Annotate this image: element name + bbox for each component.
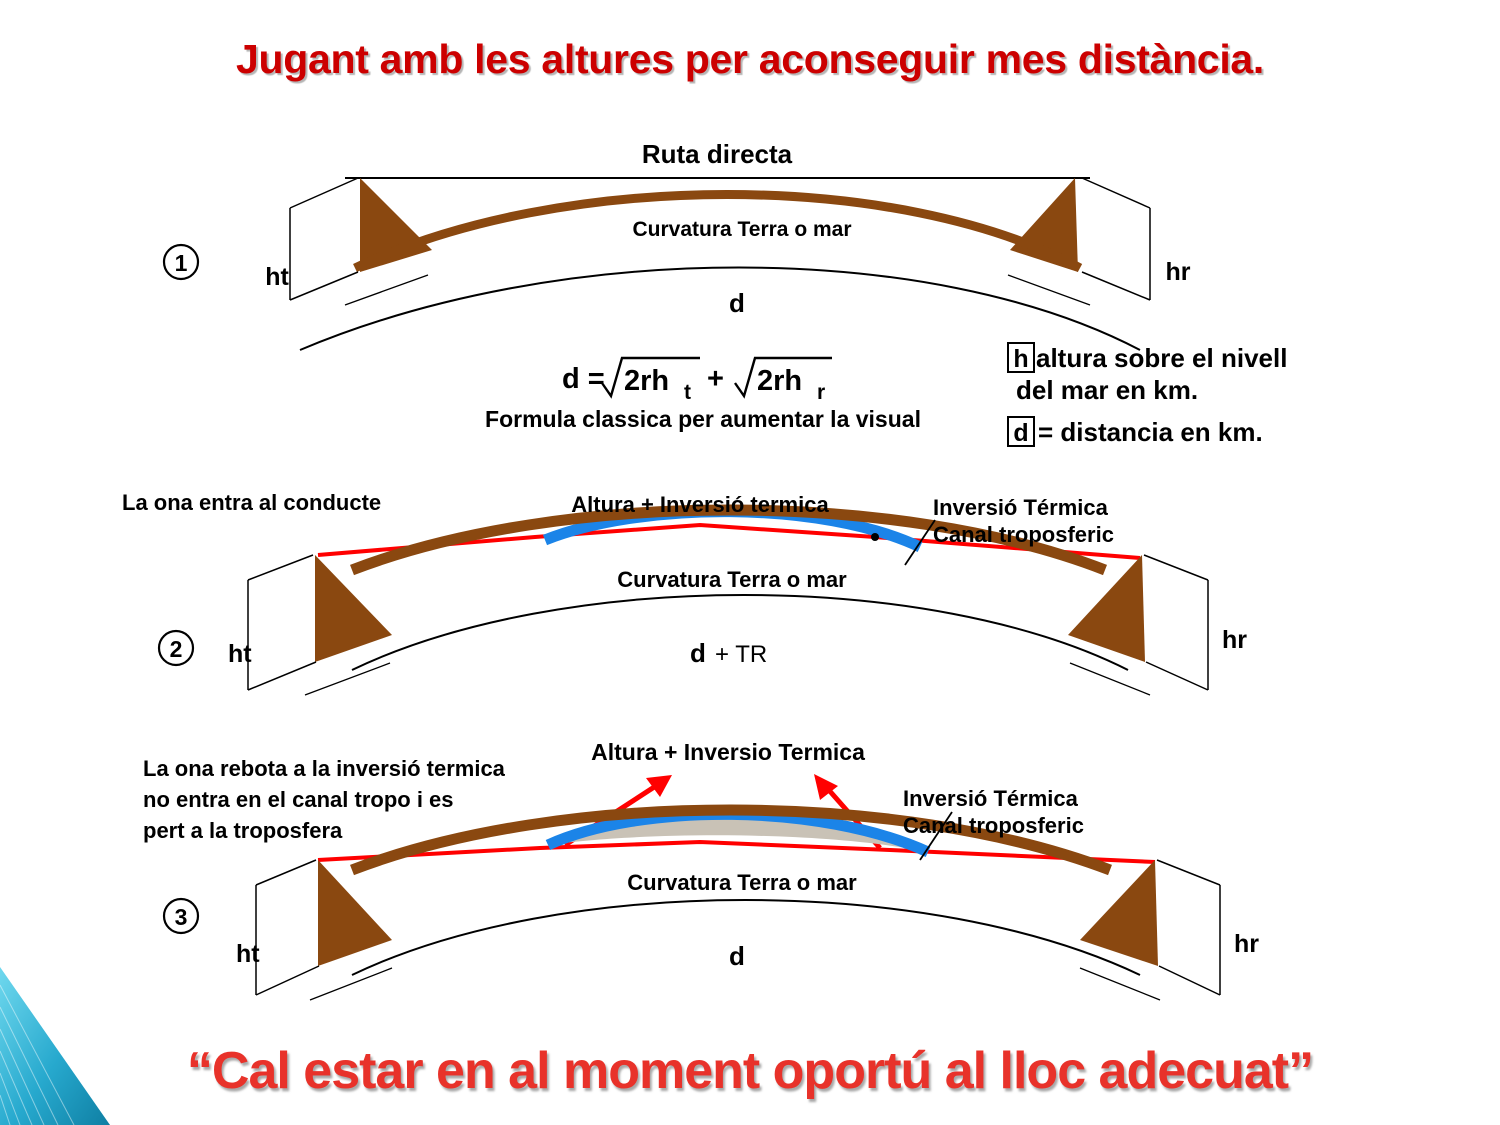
- panel-2: [122, 490, 1247, 695]
- panel1-top-label: Ruta directa: [641, 139, 793, 169]
- panel3-hr-label: hr: [1234, 930, 1259, 958]
- earth-lower-curve-1: [300, 268, 1140, 351]
- panel2-top-label: Altura + Inversió termica: [571, 492, 829, 517]
- formula-caption: Formula classica per aumentar la visual: [485, 406, 921, 432]
- d-tick-left-1: [345, 275, 428, 305]
- formula-lhs: d =: [562, 363, 605, 395]
- panel3-note-line3: pert a la troposfera: [143, 818, 343, 843]
- legend-d-text: = distancia en km.: [1038, 417, 1263, 447]
- panel1-distance-label: d: [729, 288, 745, 318]
- panel2-distance-extra: + TR: [715, 641, 768, 668]
- legend-h-symbol: h: [1013, 345, 1029, 373]
- rx-antenna-3: [1080, 860, 1158, 966]
- formula-term2-sub: r: [817, 381, 826, 404]
- rx-antenna-2: [1068, 555, 1145, 662]
- legend-h-text: altura sobre el nivell: [1036, 343, 1288, 373]
- panel3-top-label: Altura + Inversio Termica: [591, 739, 865, 765]
- ht-leader2-3: [256, 966, 319, 995]
- panel2-callout-line2: Canal troposferic: [933, 522, 1114, 547]
- footer-quote: “Cal estar en al moment oportú al lloc adecuat”: [186, 1042, 1314, 1100]
- panel3-callout-line2: Canal troposferic: [903, 813, 1084, 838]
- hr-leader2-1: [1082, 272, 1150, 300]
- ht-leader2-1: [290, 272, 358, 300]
- panel1-curve-label: Curvatura Terra o mar: [632, 218, 852, 241]
- legend-h-text2: del mar en km.: [1016, 375, 1199, 405]
- hr-leader-3: [1157, 860, 1220, 885]
- panel1-ht-label: ht: [265, 263, 289, 291]
- panel3-ht-label: ht: [236, 940, 260, 968]
- ht-leader2-2: [248, 662, 316, 690]
- panel2-hr-label: hr: [1222, 626, 1247, 654]
- d-tick-left-3: [310, 968, 392, 1000]
- legend-block: [1008, 343, 1287, 447]
- panel3-distance-label: d: [729, 941, 745, 971]
- formula-term2: 2rh: [757, 365, 803, 397]
- formula-term1-sub: t: [684, 381, 691, 404]
- panel-3: [143, 739, 1259, 1000]
- panel3-note-line2: no entra en el canal tropo i es: [143, 787, 454, 812]
- ht-leader-3: [256, 860, 316, 885]
- tx-antenna-3: [318, 860, 392, 966]
- d-tick-right-3: [1080, 968, 1160, 1000]
- legend-d-symbol: d: [1013, 419, 1029, 447]
- panel2-ht-label: ht: [228, 640, 252, 668]
- d-tick-right-1: [1008, 275, 1090, 305]
- ht-leader-2: [248, 555, 313, 580]
- hr-leader-1: [1082, 178, 1150, 208]
- hr-leader2-2: [1146, 662, 1208, 690]
- d-tick-right-2: [1070, 663, 1150, 695]
- page-title: Jugant amb les altures per aconseguir mes distància.: [236, 36, 1264, 82]
- panel2-curve-label: Curvatura Terra o mar: [617, 567, 847, 592]
- panel2-callout-line1: Inversió Térmica: [933, 495, 1108, 520]
- panel3-curve-label: Curvatura Terra o mar: [627, 870, 857, 895]
- panel3-number: 3: [174, 904, 188, 930]
- ray-arrow-left-3: [646, 775, 672, 797]
- panel-1: [164, 139, 1191, 350]
- panel3-callout-line1: Inversió Térmica: [903, 786, 1078, 811]
- panel1-number: 1: [174, 250, 188, 276]
- hr-leader2-3: [1159, 966, 1220, 995]
- panel1-hr-label: hr: [1165, 258, 1191, 286]
- formula-term1: 2rh: [624, 365, 670, 397]
- diagram-area: [0, 100, 1500, 1040]
- panel2-number: 2: [169, 636, 183, 662]
- formula-plus: +: [707, 363, 724, 395]
- panel3-note-line1: La ona rebota a la inversió termica: [143, 756, 505, 781]
- hr-leader-2: [1144, 555, 1208, 580]
- formula-block: [485, 358, 921, 432]
- panel2-distance-label: d: [690, 638, 706, 668]
- callout-point-2: [871, 533, 879, 541]
- d-tick-left-2: [305, 663, 390, 695]
- earth-lower-curve-3: [352, 900, 1140, 975]
- ht-leader-1: [290, 178, 358, 208]
- panel2-note: La ona entra al conducte: [122, 490, 382, 515]
